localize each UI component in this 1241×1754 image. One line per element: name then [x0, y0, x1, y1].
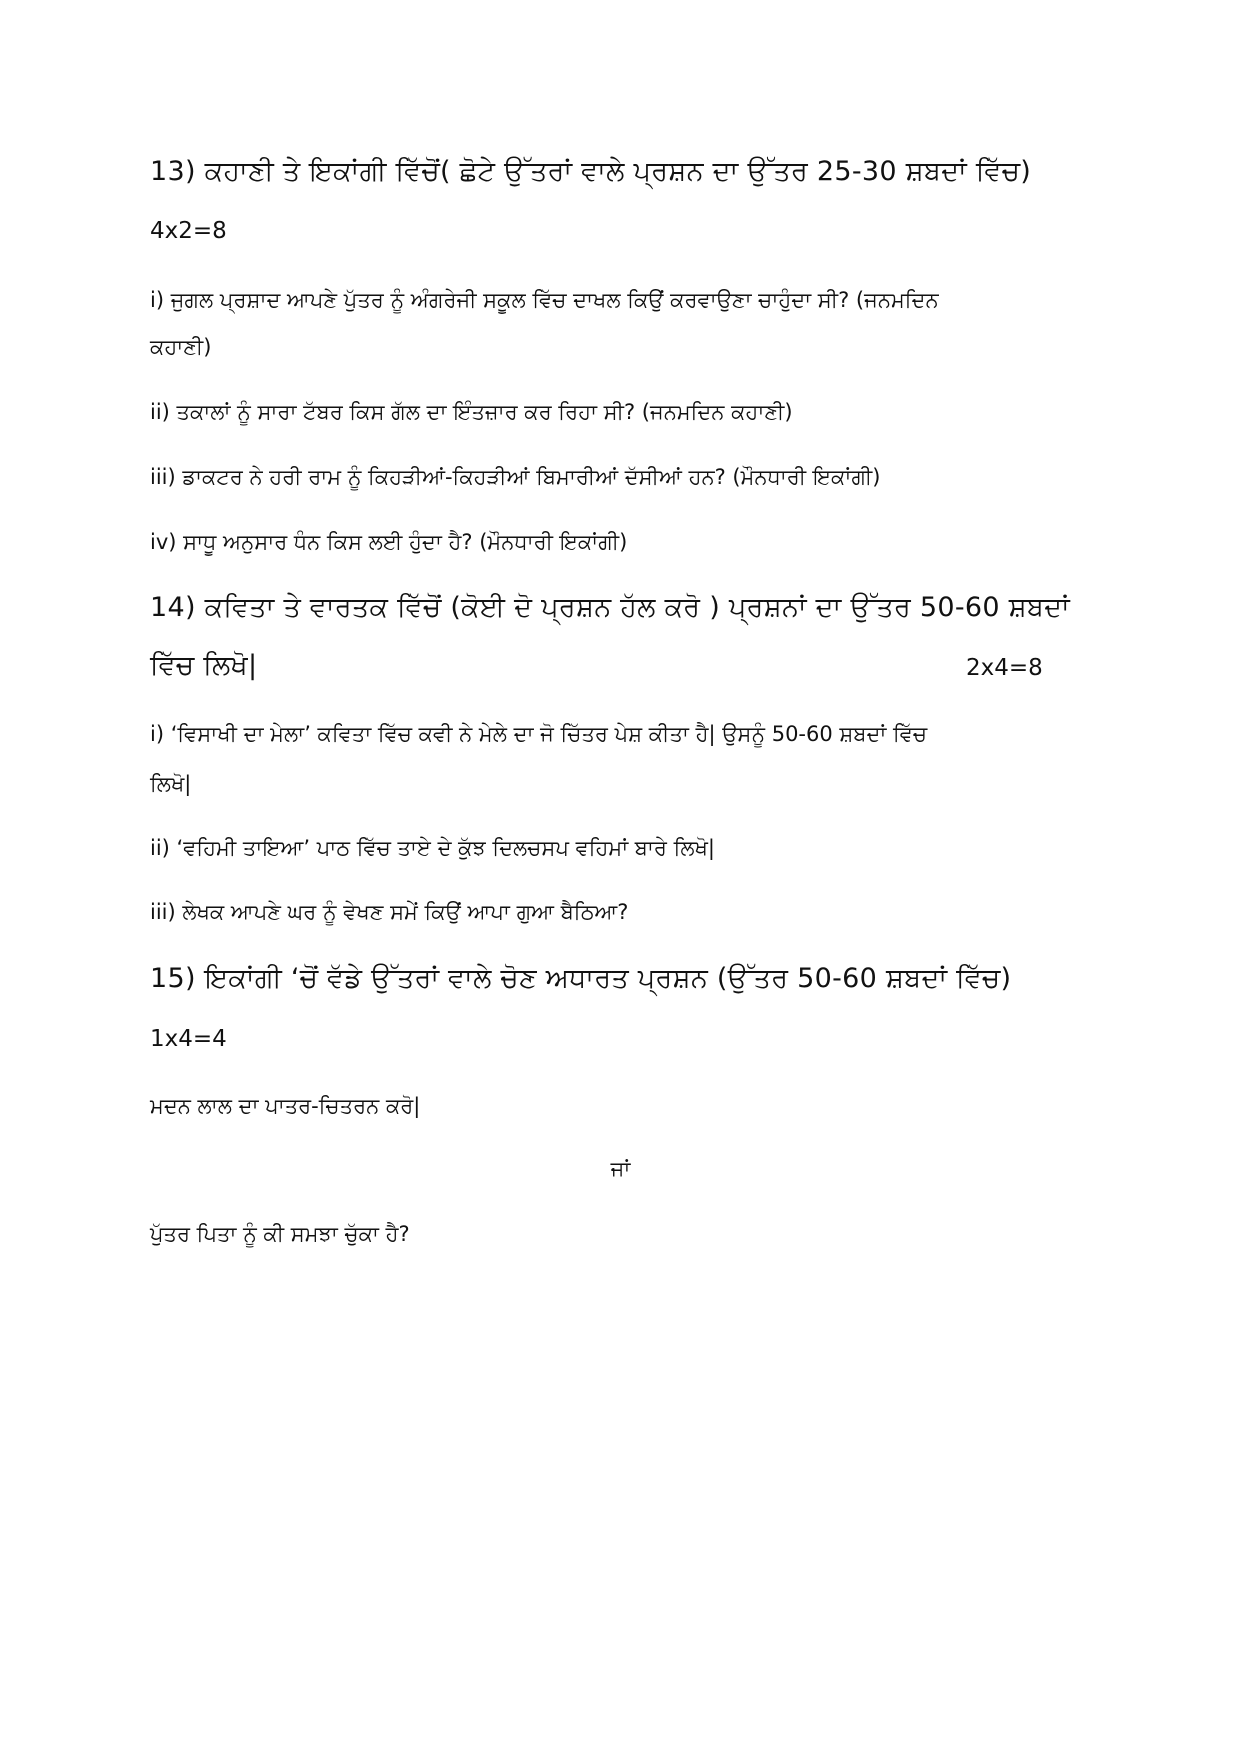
section-14-question-1: i) ‘ਵਿਸਾਖੀ ਦਾ ਮੇਲਾ’ ਕਵਿਤਾ ਵਿੱਚ ਕਵੀ ਨੇ ਮੇਲੇ ਦਾ ਜੋ ਚਿੱਤਰ ਪੇਸ਼ ਕੀਤਾ ਹੈ| ਉਸਨੂੰ 50-60 ਸ਼ਬਦਾਂ ਵਿੱਚ: [150, 722, 928, 746]
section-13-question-1-cont: ਕਹਾਣੀ): [150, 335, 212, 359]
section-14-question-3: iii) ਲੇਖਕ ਆਪਣੇ ਘਰ ਨੂੰ ਵੇਖਣ ਸਮੇਂ ਕਿਉਂ ਆਪਾ ਗੁਆ ਬੈਠਿਆ?: [150, 900, 629, 924]
section-14-heading: 14) ਕਵਿਤਾ ਤੇ ਵਾਰਤਕ ਵਿੱਚੋਂ (ਕੋਈ ਦੋ ਪ੍ਰਸ਼ਨ ਹੱਲ ਕਰੋ ) ਪ੍ਰਸ਼ਨਾਂ ਦਾ ਉੱਤਰ 50-60 ਸ਼ਬਦਾਂ: [150, 592, 1070, 623]
section-15-option-1: ਮਦਨ ਲਾਲ ਦਾ ਪਾਤਰ-ਚਿਤਰਨ ਕਰੋ|: [150, 1094, 421, 1118]
section-15-option-2: ਪੁੱਤਰ ਪਿਤਾ ਨੂੰ ਕੀ ਸਮਝਾ ਚੁੱਕਾ ਹੈ?: [150, 1222, 410, 1246]
section-14-heading-cont: ਵਿੱਚ ਲਿਖੋ|: [150, 650, 258, 681]
section-13-question-2: ii) ਤਕਾਲਾਂ ਨੂੰ ਸਾਰਾ ਟੱਬਰ ਕਿਸ ਗੱਲ ਦਾ ਇੰਤਜ਼ਾਰ ਕਰ ਰਿਹਾ ਸੀ? (ਜਨਮਦਿਨ ਕਹਾਣੀ): [150, 400, 793, 424]
section-13-question-3: iii) ਡਾਕਟਰ ਨੇ ਹਰੀ ਰਾਮ ਨੂੰ ਕਿਹੜੀਆਂ-ਕਿਹੜੀਆਂ ਬਿਮਾਰੀਆਂ ਦੱਸੀਆਂ ਹਨ? (ਮੌਨਧਾਰੀ ਇਕਾਂਗੀ): [150, 465, 881, 489]
section-15-marks: 1x4=4: [150, 1026, 227, 1052]
section-13-question-4: iv) ਸਾਧੂ ਅਨੁਸਾਰ ਧੰਨ ਕਿਸ ਲਈ ਹੁੰਦਾ ਹੈ? (ਮੌਨਧਾਰੀ ਇਕਾਂਗੀ): [150, 530, 628, 554]
section-14-marks: 2x4=8: [966, 655, 1043, 681]
section-13-heading: 13) ਕਹਾਣੀ ਤੇ ਇਕਾਂਗੀ ਵਿੱਚੋਂ( ਛੋਟੇ ਉੱਤਰਾਂ ਵਾਲੇ ਪ੍ਰਸ਼ਨ ਦਾ ਉੱਤਰ 25-30 ਸ਼ਬਦਾਂ ਵਿੱਚ): [150, 156, 1032, 187]
section-13-question-1: i) ਜੁਗਲ ਪ੍ਰਸ਼ਾਦ ਆਪਣੇ ਪੁੱਤਰ ਨੂੰ ਅੰਗਰੇਜੀ ਸਕੂਲ ਵਿੱਚ ਦਾਖਲ ਕਿਉਂ ਕਰਵਾਉਣਾ ਚਾਹੁੰਦਾ ਸੀ? (ਜਨਮਦਿਨ: [150, 288, 939, 312]
section-14-question-1-cont: ਲਿਖੋ|: [150, 772, 192, 796]
section-13-marks: 4x2=8: [150, 218, 227, 244]
section-14-question-2: ii) ‘ਵਹਿਮੀ ਤਾਇਆ’ ਪਾਠ ਵਿੱਚ ਤਾਏ ਦੇ ਕੁੱਝ ਦਿਲਚਸਪ ਵਹਿਮਾਂ ਬਾਰੇ ਲਿਖੋ|: [150, 836, 715, 860]
section-15-heading: 15) ਇਕਾਂਗੀ ‘ਚੋਂ ਵੱਡੇ ਉੱਤਰਾਂ ਵਾਲੇ ਚੋਣ ਅਧਾਰਤ ਪ੍ਰਸ਼ਨ (ਉੱਤਰ 50-60 ਸ਼ਬਦਾਂ ਵਿੱਚ): [150, 963, 1012, 994]
or-label: ਜਾਂ: [610, 1157, 631, 1181]
